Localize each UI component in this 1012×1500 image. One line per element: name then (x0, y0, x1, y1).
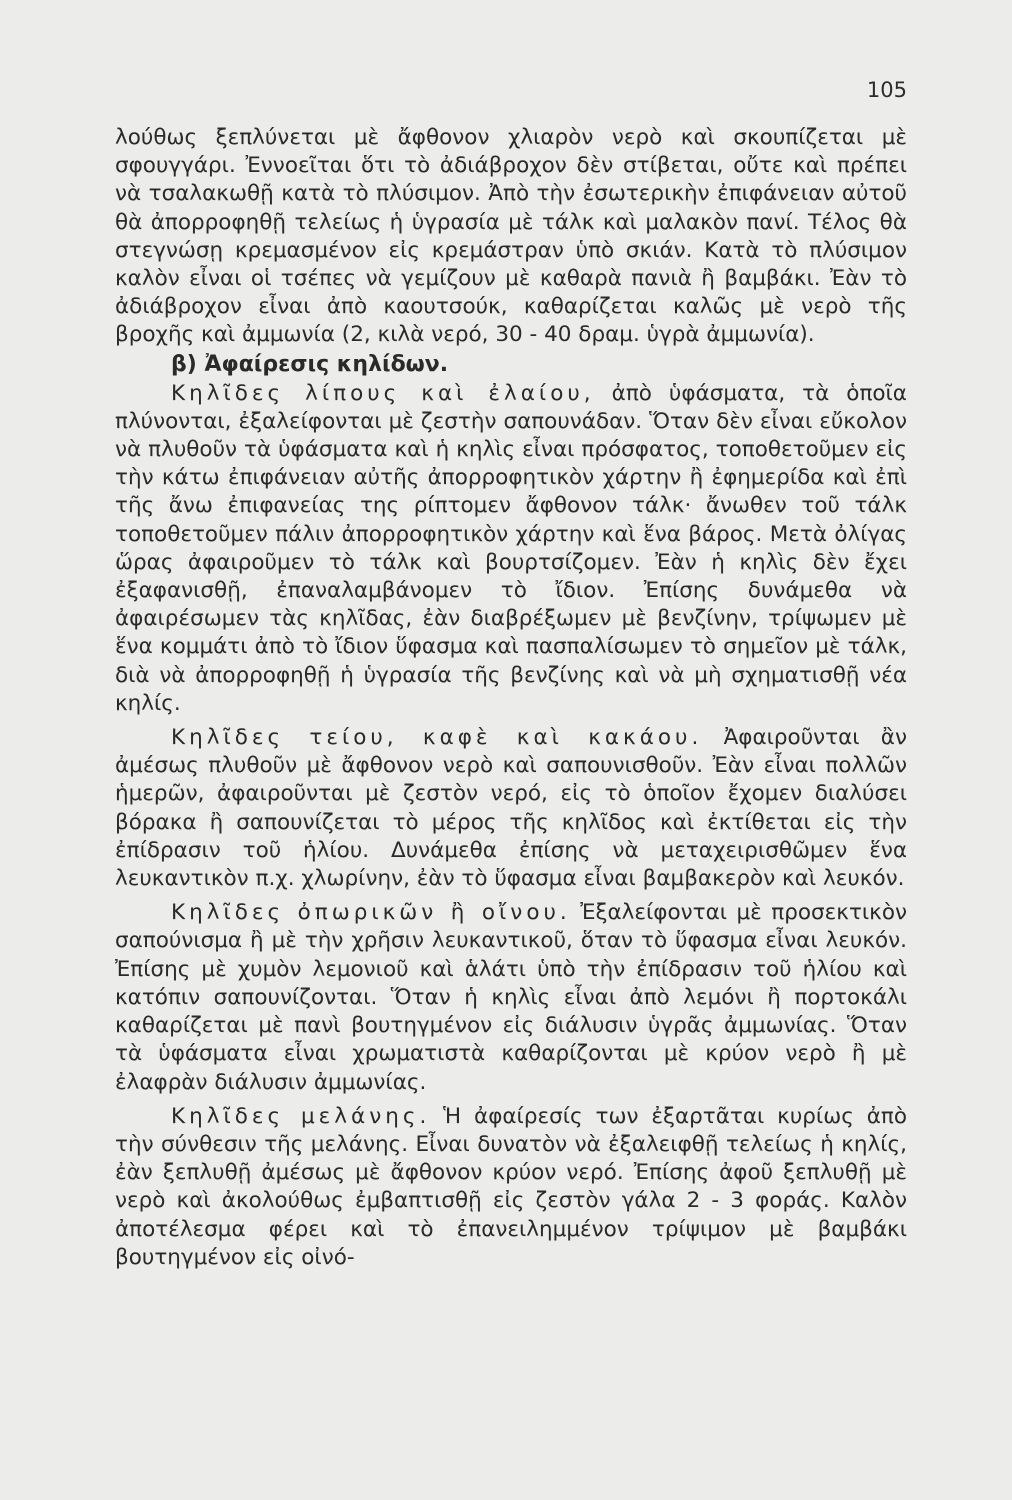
paragraph-text: Ἡ ἀφαίρεσίς των ἐξαρτᾶται κυρίως ἀπὸ τὴν σύνθεσιν τῆς μελάνης. Εἶναι δυνατὸν νὰ ἐξαλειφθῇ τελείως ἡ κηλίς, ἐὰν ξεπλυθῇ ἀμέσως μὲ ἄφθονον κρύον νερό. Ἐπίσης ἀφοῦ ξεπλυθῇ μὲ νερὸ καὶ ἀκολούθως ἐμβαπτισθῇ εἰς ζεστὸν γάλα 2 - 3 φοράς. Καλὸν ἀποτέλεσμα φέρει καὶ τὸ ἐπανειλημμένον τρίψιμον μὲ βαμβάκι βουτηγμένον εἰς οἰνό- (115, 1103, 907, 1270)
paragraph-ink-stains (115, 1103, 907, 1272)
paragraph-text: Ἐξαλείφονται μὲ προσεκτικὸν σαπούνισμα ἢ μὲ τὴν χρῆσιν λευκαντικοῦ, ὅταν τὸ ὕφασμα εἶναι λευκόν. Ἐπίσης μὲ χυμὸν λεμονιοῦ καὶ ἁλάτι ὑπὸ τὴν ἐπίδρασιν τοῦ ἡλίου καὶ κατόπιν σαπουνίζονται. Ὅταν ἡ κηλὶς εἶναι ἀπὸ λεμόνι ἢ πορτοκάλι καθαρίζεται μὲ πανὶ βουτηγμένον εἰς διάλυσιν ὑγρᾶς ἀμμωνίας. Ὅταν τὰ ὑφάσματα εἶναι χρωματιστὰ καθαρίζονται μὲ κρύον νερὸ ἢ μὲ ἐλαφρὰν διάλυσιν ἀμμωνίας. (115, 900, 907, 1095)
paragraph-grease-stains (115, 380, 907, 718)
paragraph-lead: Κηλῖδες λίπους καὶ ἐλαίου, (171, 380, 595, 406)
paragraph-lead: Κηλῖδες ὀπωρικῶν ἢ οἴνου. (171, 900, 571, 926)
paragraph-text: Ἀφαιροῦνται ἂν ἀμέσως πλυθοῦν μὲ ἄφθονον νερὸ καὶ σαπουνισθοῦν. Ἐὰν εἶναι πολλῶν ἡμερῶν, ἀφαιροῦνται μὲ ζεστὸν νερό, εἰς τὸ ὁποῖον ἔχομεν διαλύσει βόρακα ἢ σαπουνίζεται τὸ μέρος τῆς κηλῖδος καὶ ἐκτίθεται εἰς τὴν ἐπίδρασιν τοῦ ἡλίου. Δυνάμεθα ἐπίσης νὰ μεταχειρισθῶμεν ἕνα λευκαντικὸν π.χ. χλωρίνην, ἐὰν τὸ ὕφασμα εἶναι βαμβακερὸν καὶ λευκόν. (115, 725, 907, 892)
paragraph-continuation: λούθως ξεπλύνεται μὲ ἄφθονον χλιαρὸν νερὸ καὶ σκουπίζεται μὲ σφουγγάρι. Ἐννοεῖται ὅτι τὸ ἀδιάβροχον δὲν στίβεται, οὔτε καὶ πρέπει νὰ τσαλακωθῇ κατὰ τὸ πλύσιμον. Ἀπὸ τὴν ἐσωτερικὴν ἐπιφάνειαν αὐτοῦ θὰ ἀπορροφηθῇ τελείως ἡ ὑγρασία μὲ τάλκ καὶ μαλακὸν πανί. Τέλος θὰ στεγνώσῃ κρεμασμένον εἰς κρεμάστραν ὑπὸ σκιάν. Κατὰ τὸ πλύσιμον καλὸν εἶναι οἱ τσέπες νὰ γεμίζουν μὲ καθαρὰ πανιὰ ἢ βαμβάκι. Ἐὰν τὸ ἀδιάβροχον εἶναι ἀπὸ καουτσούκ, καθαρίζεται καλῶς μὲ νερὸ τῆς βροχῆς καὶ ἀμμωνία (2, κιλὰ νερό, 30 - 40 δραμ. ὑγρὰ ἀμμωνία). (115, 125, 907, 348)
paragraph-fruit-stains (115, 899, 907, 1096)
paragraph-lead: Κηλῖδες μελάνης. (171, 1103, 431, 1129)
paragraph-text: ἀπὸ ὑφάσματα, τὰ ὁποῖα πλύνονται, ἐξαλείφονται μὲ ζεστὴν σαπουνάδαν. Ὅταν δὲν εἶναι εὔκολον νὰ πλυθοῦν τὰ ὑφάσματα καὶ ἡ κηλὶς εἶναι πρόσφατος, τοποθετοῦμεν εἰς τὴν κάτω ἐπιφάνειαν αὐτῆς ἀπορροφητικὸν χάρτην ἢ ἐφημερίδα καὶ ἐπὶ τῆς ἄνω ἐπιφανείας της ρίπτομεν ἄφθονον τάλκ· ἄνωθεν τοῦ τάλκ τοποθετοῦμεν πάλιν ἀπορροφητικὸν χάρτην καὶ ἕνα βάρος. Μετὰ ὀλίγας ὥρας ἀφαιροῦμεν τὸ τάλκ καὶ βουρτσίζομεν. Ἐὰν ἡ κηλὶς δὲν ἔχει ἐξαφανισθῇ, ἐπαναλαμβάνομεν τὸ ἴδιον. Ἐπίσης δυνάμεθα νὰ ἀφαιρέσωμεν τὰς κηλῖδας, ἐὰν διαβρέξωμεν μὲ βενζίνην, τρίψωμεν μὲ ἕνα κομμάτι ἀπὸ τὸ ἴδιον ὕφασμα καὶ πασπαλίσωμεν τὸ σημεῖον μὲ τάλκ, διὰ νὰ ἀπορροφηθῇ ἡ ὑγρασία τῆς βενζίνης καὶ νὰ μὴ σχηματισθῇ νέα κηλίς. (115, 380, 907, 716)
page-body (115, 124, 907, 1272)
paragraph-tea-stains (115, 724, 907, 893)
section-heading: β) Ἀφαίρεσις κηλίδων. (171, 351, 449, 377)
page-number: 105 (866, 78, 907, 102)
paragraph-lead: Κηλῖδες τείου, καφὲ καὶ κακάου. (171, 725, 703, 751)
